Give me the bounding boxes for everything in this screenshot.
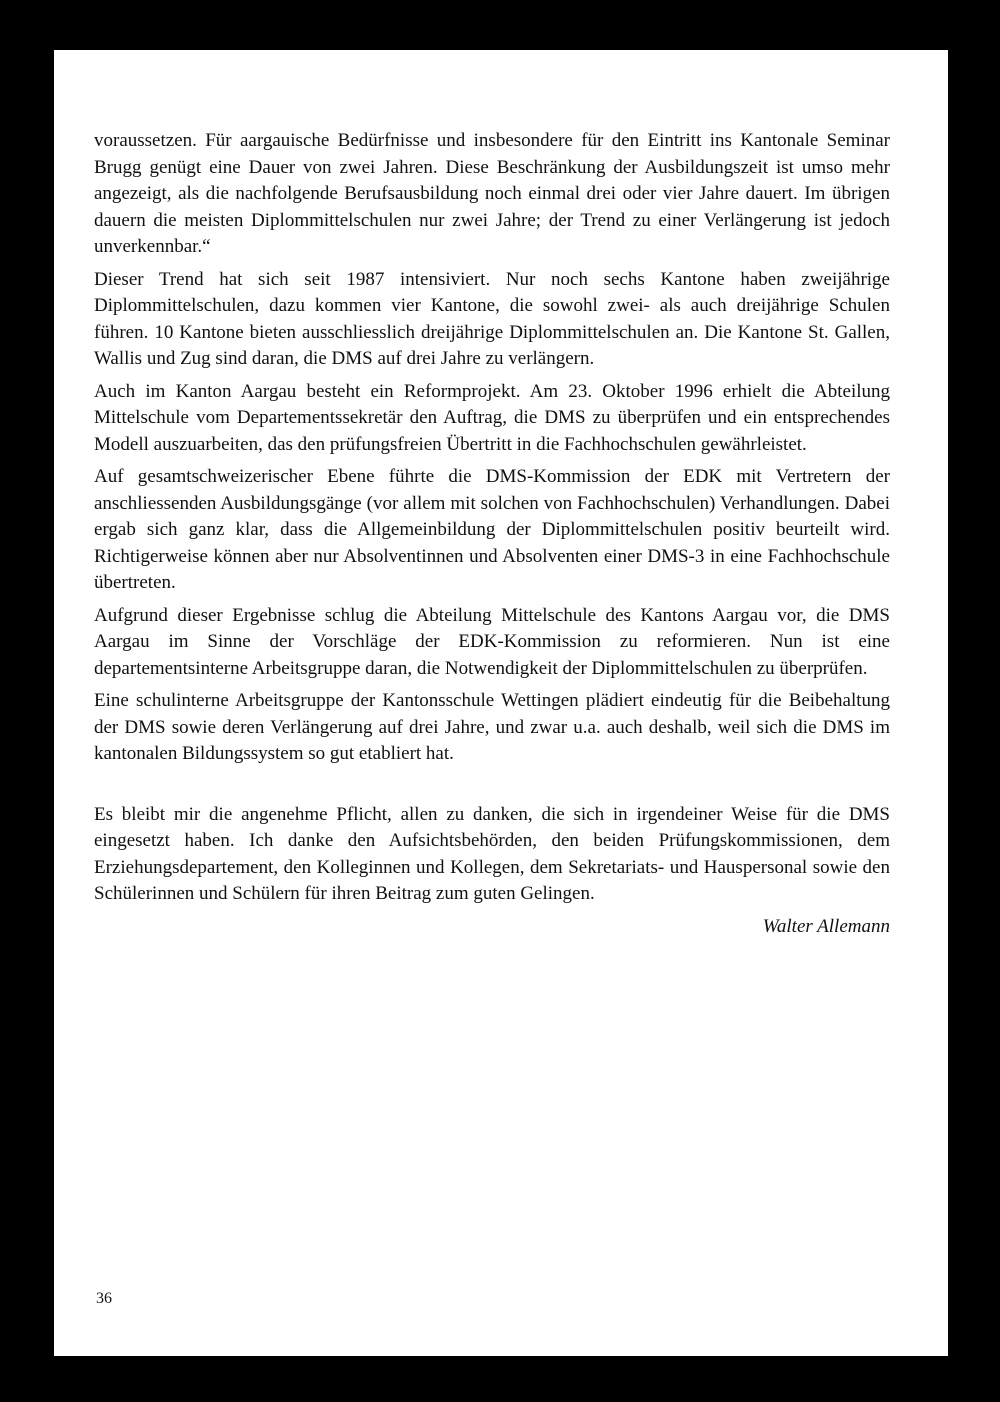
- body-text: [94, 128, 890, 940]
- paragraph-4: Auf gesamtschweizerischer Ebene führte die DMS-Kommission der EDK mit Vertretern der anschliessenden Ausbildungsgänge (vor allem mit solchen von Fachhochschulen) Verhandlungen. Dabei ergab sich ganz klar, dass die Allgemeinbildung der Diplommittelschulen positiv beurteilt wird. Richtigerweise können aber nur Absolventinnen und Absolventen einer DMS-3 in eine Fachhochschule übertreten.: [94, 466, 890, 593]
- paragraph-1: voraussetzen. Für aargauische Bedürfnisse und insbesondere für den Eintritt ins Kantonale Seminar Brugg genügt eine Dauer von zwei Jahren. Diese Beschränkung der Ausbildungszeit ist umso mehr angezeigt, als die nachfolgende Berufsausbildung noch einmal drei oder vier Jahre dauert. Im übrigen dauern die meisten Diplommittelschulen nur zwei Jahre; der Trend zu einer Verlängerung ist jedoch unverkennbar.“: [94, 130, 890, 257]
- paragraph-6: Eine schulinterne Arbeitsgruppe der Kantonsschule Wettingen plädiert eindeutig für die Beibehaltung der DMS sowie deren Verlängerung auf drei Jahre, und zwar u.a. auch deshalb, weil sich die DMS im kantonalen Bildungssystem so gut etabliert hat.: [94, 690, 890, 764]
- paragraph-3: Auch im Kanton Aargau besteht ein Reformprojekt. Am 23. Oktober 1996 erhielt die Abteilung Mittelschule vom Departementssekretär den Auftrag, die DMS zu überprüfen und ein entsprechendes Modell auszuarbeiten, das den prüfungsfreien Übertritt in die Fachhochschulen gewährleistet.: [94, 380, 890, 455]
- paragraph-2: Dieser Trend hat sich seit 1987 intensiviert. Nur noch sechs Kantone haben zweijährige Diplommittelschulen, dazu kommen vier Kantone, die sowohl zwei- als auch dreijährige Schulen führen. 10 Kantone bieten ausschliesslich dreijährige Diplommittelschulen an. Die Kantone St. Gallen, Wallis und Zug sind daran, die DMS auf drei Jahre zu verlängern.: [94, 268, 890, 369]
- page-number: 36: [96, 1290, 112, 1307]
- paragraph-5: Aufgrund dieser Ergebnisse schlug die Abteilung Mittelschule des Kantons Aargau vor, die DMS Aargau im Sinne der Vorschläge der EDK-Kommission zu reformieren. Nun ist eine departementsinterne Arbeitsgruppe daran, die Notwendigkeit der Diplommittelschulen zu überprüfen.: [94, 604, 890, 679]
- document-page: [54, 50, 948, 1356]
- signature: Walter Allemann: [762, 915, 890, 937]
- thanks-paragraph: Es bleibt mir die angenehme Pflicht, allen zu danken, die sich in irgendeiner Weise für die DMS eingesetzt haben. Ich danke den Aufsichtsbehörden, den beiden Prüfungskommissionen, dem Erziehungsdepartement, den Kolleginnen und Kollegen, dem Sekretariats- und Hauspersonal sowie den Schülerinnen und Schülern für ihren Beitrag zum guten Gelingen.: [94, 803, 890, 904]
